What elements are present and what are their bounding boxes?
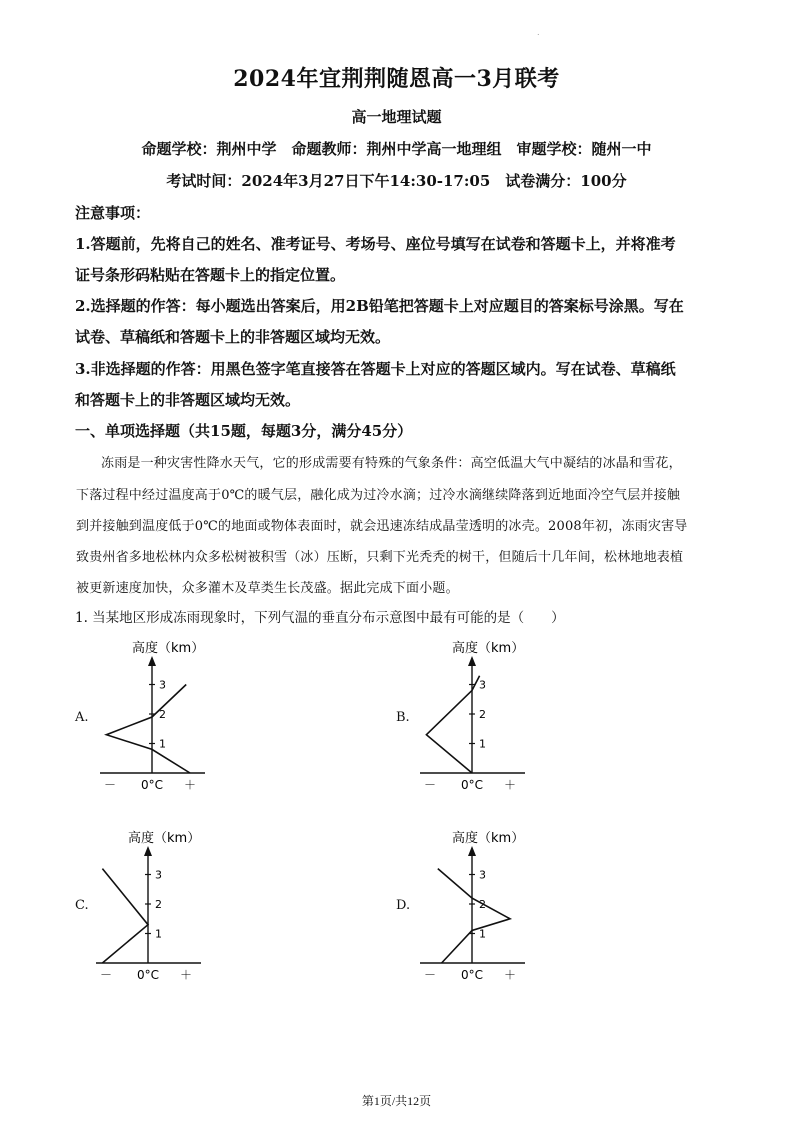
option-d-label[interactable]: D. xyxy=(396,898,411,913)
y-tick-label: 1 xyxy=(479,927,486,941)
passage-line-1: 冻雨是一种灾害性降水天气，它的形成需要有特殊的气象条件：高空低温大气中凝结的冰晶和雪花， xyxy=(101,456,682,471)
x-tick-label: ＋ xyxy=(179,968,193,982)
y-tick-label: 2 xyxy=(159,708,166,721)
y-axis-arrow xyxy=(144,846,152,856)
y-axis-title: 高度（km） xyxy=(132,641,205,656)
x-tick-label: ＋ xyxy=(183,778,197,792)
x-tick-label: 0°C xyxy=(140,778,164,792)
chart-b xyxy=(420,638,560,808)
temperature-profile-chart xyxy=(420,638,560,808)
x-tick-label: ＋ xyxy=(503,968,517,982)
y-tick-label: 1 xyxy=(159,737,166,751)
passage-line-4: 致贵州省多地松林内众多松树被积雪（冰）压断，只剩下光秃秃的树干，但随后十几年间，松林地地表植 xyxy=(76,550,684,565)
passage-line-2: 下落过程中经过温度高于0℃的暖气层，融化成为过冷水滴；过冷水滴继续降落到近地面冷空气层并接触 xyxy=(76,488,681,503)
y-axis-title: 高度（km） xyxy=(452,641,525,656)
chart-a xyxy=(100,638,240,808)
y-tick-label: 2 xyxy=(479,708,486,721)
time-line: 考试时间：2024年3月27日下午14:30-17:05 试卷满分：100分 xyxy=(166,172,627,190)
y-tick-label: 3 xyxy=(159,678,166,692)
section-heading: 一、单项选择题（共15题，每题3分，满分45分） xyxy=(75,422,413,440)
notice-item-1-line-2: 证号条形码粘贴在答题卡上的指定位置。 xyxy=(75,266,346,284)
y-tick-label: 2 xyxy=(155,898,162,911)
notice-item-3-line-1: 3.非选择题的作答：用黑色签字笔直接答在答题卡上对应的答题区域内。写在试卷、草稿纸 xyxy=(75,360,676,378)
question-1: 1. 当某地区形成冻雨现象时，下列气温的垂直分布示意图中最有可能的是（ ） xyxy=(75,610,565,626)
y-axis-arrow xyxy=(148,656,156,666)
temperature-profile-line xyxy=(106,685,190,774)
y-tick-label: 1 xyxy=(155,927,162,941)
option-b-label[interactable]: B. xyxy=(396,710,410,725)
x-tick-label: 0°C xyxy=(136,968,160,982)
temperature-profile-chart xyxy=(96,828,236,998)
x-tick-label: － xyxy=(423,778,437,792)
x-tick-label: － xyxy=(103,778,117,792)
y-tick-label: 2 xyxy=(479,898,486,911)
passage-line-5: 被更新速度加快，众多灌木及草类生长茂盛。据此完成下面小题。 xyxy=(76,581,459,596)
scan-dot: . xyxy=(537,28,540,37)
y-axis-title: 高度（km） xyxy=(128,831,201,846)
y-tick-label: 3 xyxy=(479,868,486,882)
exam-subtitle: 高一地理试题 xyxy=(351,108,442,126)
exam-title: 2024年宜荆荆随恩高一3月联考 xyxy=(233,66,560,92)
y-tick-label: 3 xyxy=(479,678,486,692)
notice-item-3-line-2: 和答题卡上的非答题区域均无效。 xyxy=(75,391,301,409)
chart-d xyxy=(420,828,560,998)
y-tick-label: 1 xyxy=(479,737,486,751)
notice-item-2-line-2: 试卷、草稿纸和答题卡上的非答题区域均无效。 xyxy=(75,328,391,346)
notice-heading: 注意事项： xyxy=(75,204,151,222)
x-tick-label: 0°C xyxy=(460,968,484,982)
y-axis-arrow xyxy=(468,656,476,666)
temperature-profile-chart xyxy=(100,638,240,808)
chart-c xyxy=(96,828,236,998)
page-number: 第1页/共12页 xyxy=(361,1094,432,1108)
x-tick-label: ＋ xyxy=(503,778,517,792)
x-tick-label: － xyxy=(423,968,437,982)
option-a-label[interactable]: A. xyxy=(75,710,89,725)
y-tick-label: 3 xyxy=(155,868,162,882)
x-tick-label: 0°C xyxy=(460,778,484,792)
passage-line-3: 到并接触到温度低于0℃的地面或物体表面时，就会迅速冻结成晶莹透明的冰壳。2008年初，冻雨灾害导 xyxy=(76,519,688,534)
temperature-profile-line xyxy=(438,869,510,963)
school-line: 命题学校：荆州中学 命题教师：荆州中学高一地理组 审题学校：随州一中 xyxy=(141,140,652,158)
option-c-label[interactable]: C. xyxy=(75,898,89,913)
temperature-profile-chart xyxy=(420,828,560,998)
temperature-profile-line xyxy=(102,869,148,963)
x-tick-label: － xyxy=(99,968,113,982)
y-axis-arrow xyxy=(468,846,476,856)
notice-item-2-line-1: 2.选择题的作答：每小题选出答案后，用2B铅笔把答题卡上对应题目的答案标号涂黑。写在 xyxy=(75,297,684,315)
y-axis-title: 高度（km） xyxy=(452,831,525,846)
notice-item-1-line-1: 1.答题前，先将自己的姓名、准考证号、考场号、座位号填写在试卷和答题卡上，并将准考 xyxy=(75,235,676,253)
